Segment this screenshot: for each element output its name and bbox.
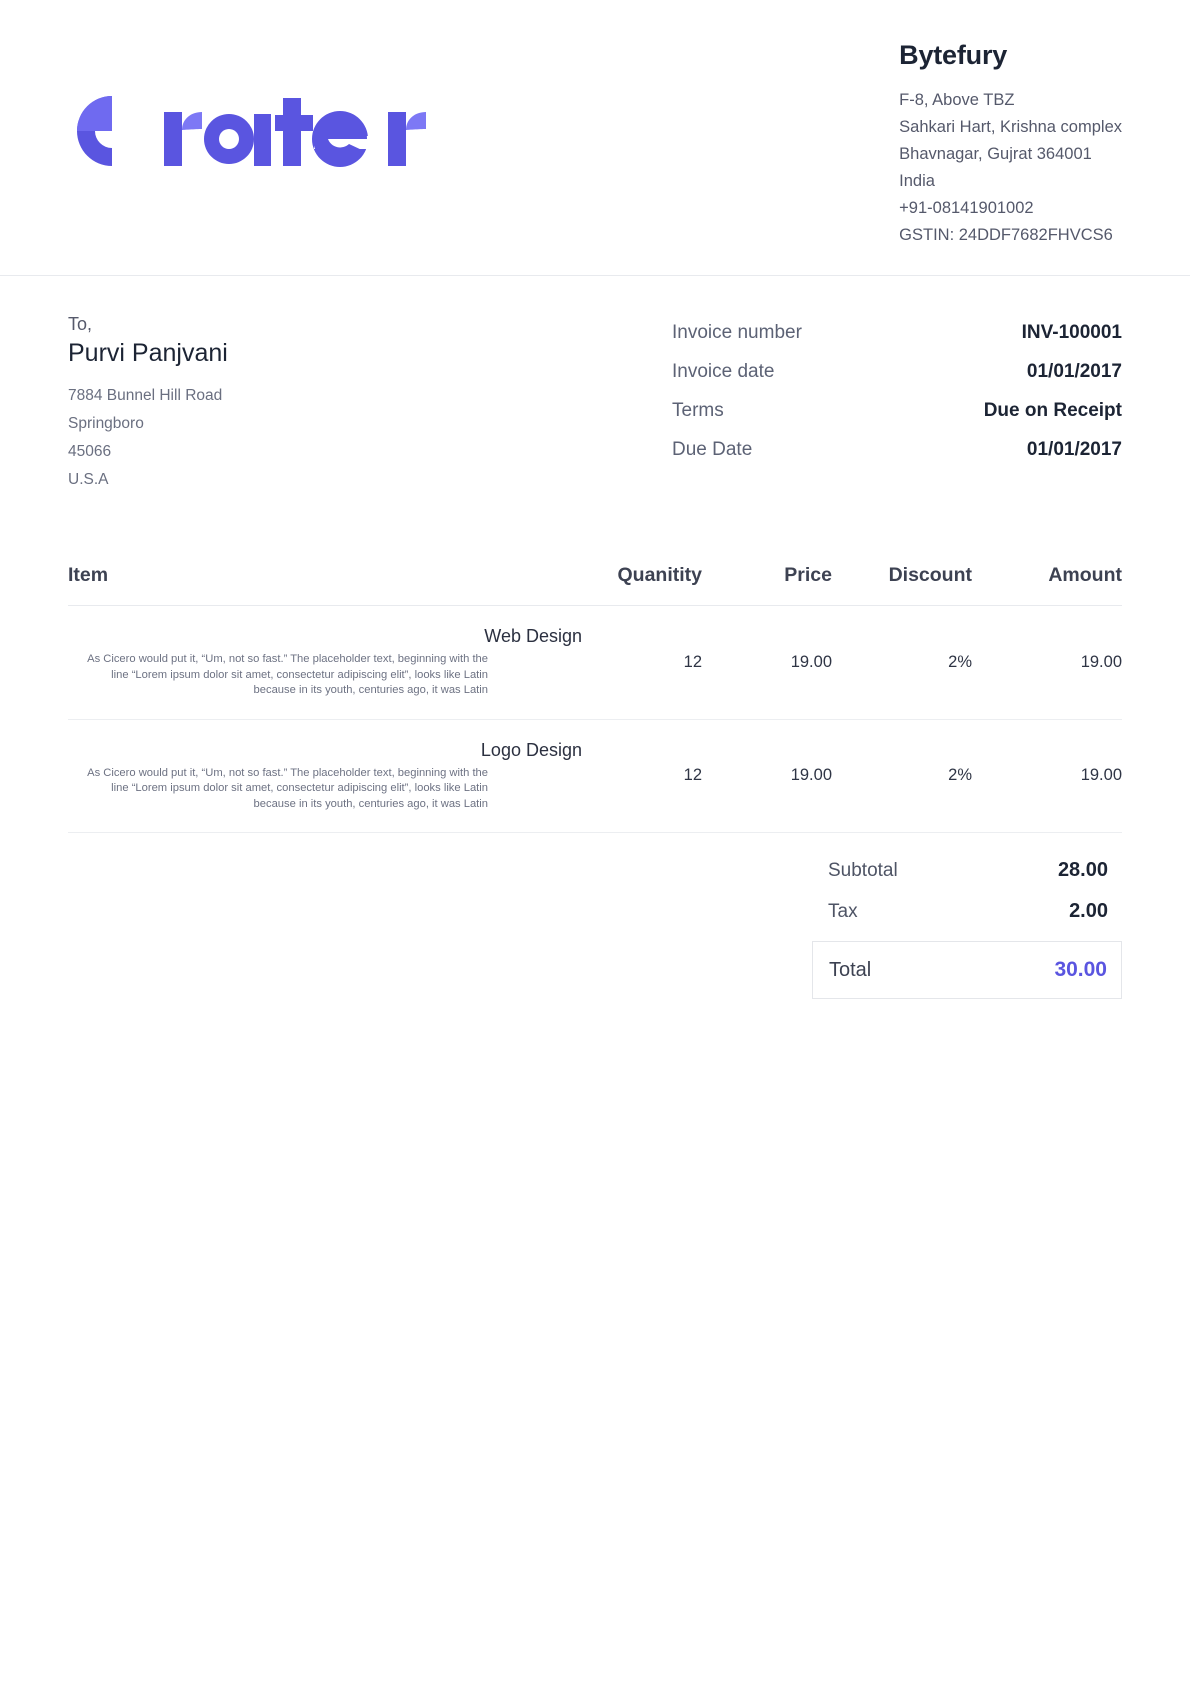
- line-item-quantity: 12: [582, 719, 702, 833]
- line-items-section: [0, 494, 1190, 833]
- table-header-row: [68, 564, 1122, 606]
- meta-row-due-date: [672, 439, 1122, 461]
- meta-row-terms: [672, 400, 1122, 422]
- tax-value: 2.00: [1069, 900, 1108, 922]
- line-item-name: Logo Design: [480, 739, 582, 760]
- company-address-line-2: Sahkari Hart, Krishna complex: [899, 118, 1122, 136]
- line-item-discount: 2%: [832, 606, 972, 720]
- meta-value-invoice-date: 01/01/2017: [1026, 361, 1122, 382]
- subtotal-value: 28.00: [1057, 859, 1108, 881]
- line-item-amount: 19.00: [972, 606, 1122, 720]
- line-item-description: As Cicero would put it, “Um, not so fast.” The placeholder text, beginning with the line “Lorem ipsum dolor sit amet, consectetur adipiscing elit”, looks like Latin because in its youth, centuries ago, it was Latin: [87, 766, 488, 810]
- company-address-line-3: Bhavnagar, Gujrat 364001: [899, 145, 1092, 163]
- line-item-cell: [68, 606, 582, 720]
- meta-key-invoice-date: Invoice date: [672, 361, 775, 382]
- table-row: [68, 606, 1122, 720]
- invoice-header: [0, 0, 1190, 276]
- meta-value-due-date: 01/01/2017: [1026, 439, 1122, 460]
- meta-row-invoice-date: [672, 361, 1122, 383]
- invoice-parties: [0, 276, 1190, 494]
- bill-to-block: [68, 314, 568, 494]
- total-value: 30.00: [1054, 958, 1107, 981]
- line-item-name: Web Design: [484, 626, 582, 646]
- bill-to-name: Purvi Panjvani: [68, 339, 228, 367]
- totals-section: [0, 833, 1190, 999]
- subtotal-label: Subtotal: [828, 860, 898, 881]
- bill-to-address-line-4: U.S.A: [68, 471, 109, 488]
- bill-to-address-line-1: 7884 Bunnel Hill Road: [68, 387, 223, 404]
- total-row: [812, 941, 1122, 999]
- bill-to-address-line-3: 45066: [68, 443, 112, 460]
- company-address-line-1: F-8, Above TBZ: [899, 91, 1015, 109]
- line-item-discount: 2%: [832, 719, 972, 833]
- bill-to-label: To,: [68, 314, 93, 334]
- line-item-price: 19.00: [702, 606, 832, 720]
- table-row: [68, 719, 1122, 833]
- tax-label: Tax: [828, 901, 858, 922]
- meta-value-invoice-number: INV-100001: [1021, 322, 1122, 343]
- line-item-price: 19.00: [702, 719, 832, 833]
- total-label: Total: [829, 958, 872, 981]
- line-item-description: As Cicero would put it, “Um, not so fast.” The placeholder text, beginning with the line “Lorem ipsum dolor sit amet, consectetur adipiscing elit”, looks like Latin because in its youth, centuries ago, it was Latin: [87, 653, 488, 696]
- company-gstin: GSTIN: 24DDF7682FHVCS6: [899, 226, 1113, 244]
- line-item-cell: [68, 719, 582, 833]
- bill-to-address-line-2: Springboro: [68, 415, 144, 432]
- column-header-price: Price: [702, 564, 832, 606]
- column-header-amount: Amount: [972, 564, 1122, 606]
- invoice-meta: [672, 314, 1122, 494]
- tax-row: [812, 900, 1122, 923]
- company-block: [899, 34, 1122, 249]
- meta-key-invoice-number: Invoice number: [672, 322, 802, 343]
- subtotal-row: [812, 859, 1122, 882]
- line-item-amount: 19.00: [972, 719, 1122, 833]
- company-name: Bytefury: [899, 40, 1008, 70]
- crater-logo: [68, 34, 508, 176]
- column-header-item: Item: [68, 564, 582, 606]
- column-header-quantity: Quanitity: [582, 564, 702, 606]
- meta-key-terms: Terms: [672, 400, 724, 421]
- company-address-line-4: India: [899, 172, 935, 190]
- meta-value-terms: Due on Receipt: [983, 400, 1122, 421]
- line-item-quantity: 12: [582, 606, 702, 720]
- company-phone: +91-08141901002: [899, 199, 1034, 217]
- line-items-table: [68, 564, 1122, 833]
- meta-key-due-date: Due Date: [672, 439, 753, 460]
- crater-logo-icon: [68, 86, 508, 176]
- meta-row-invoice-number: [672, 322, 1122, 344]
- column-header-discount: Discount: [832, 564, 972, 606]
